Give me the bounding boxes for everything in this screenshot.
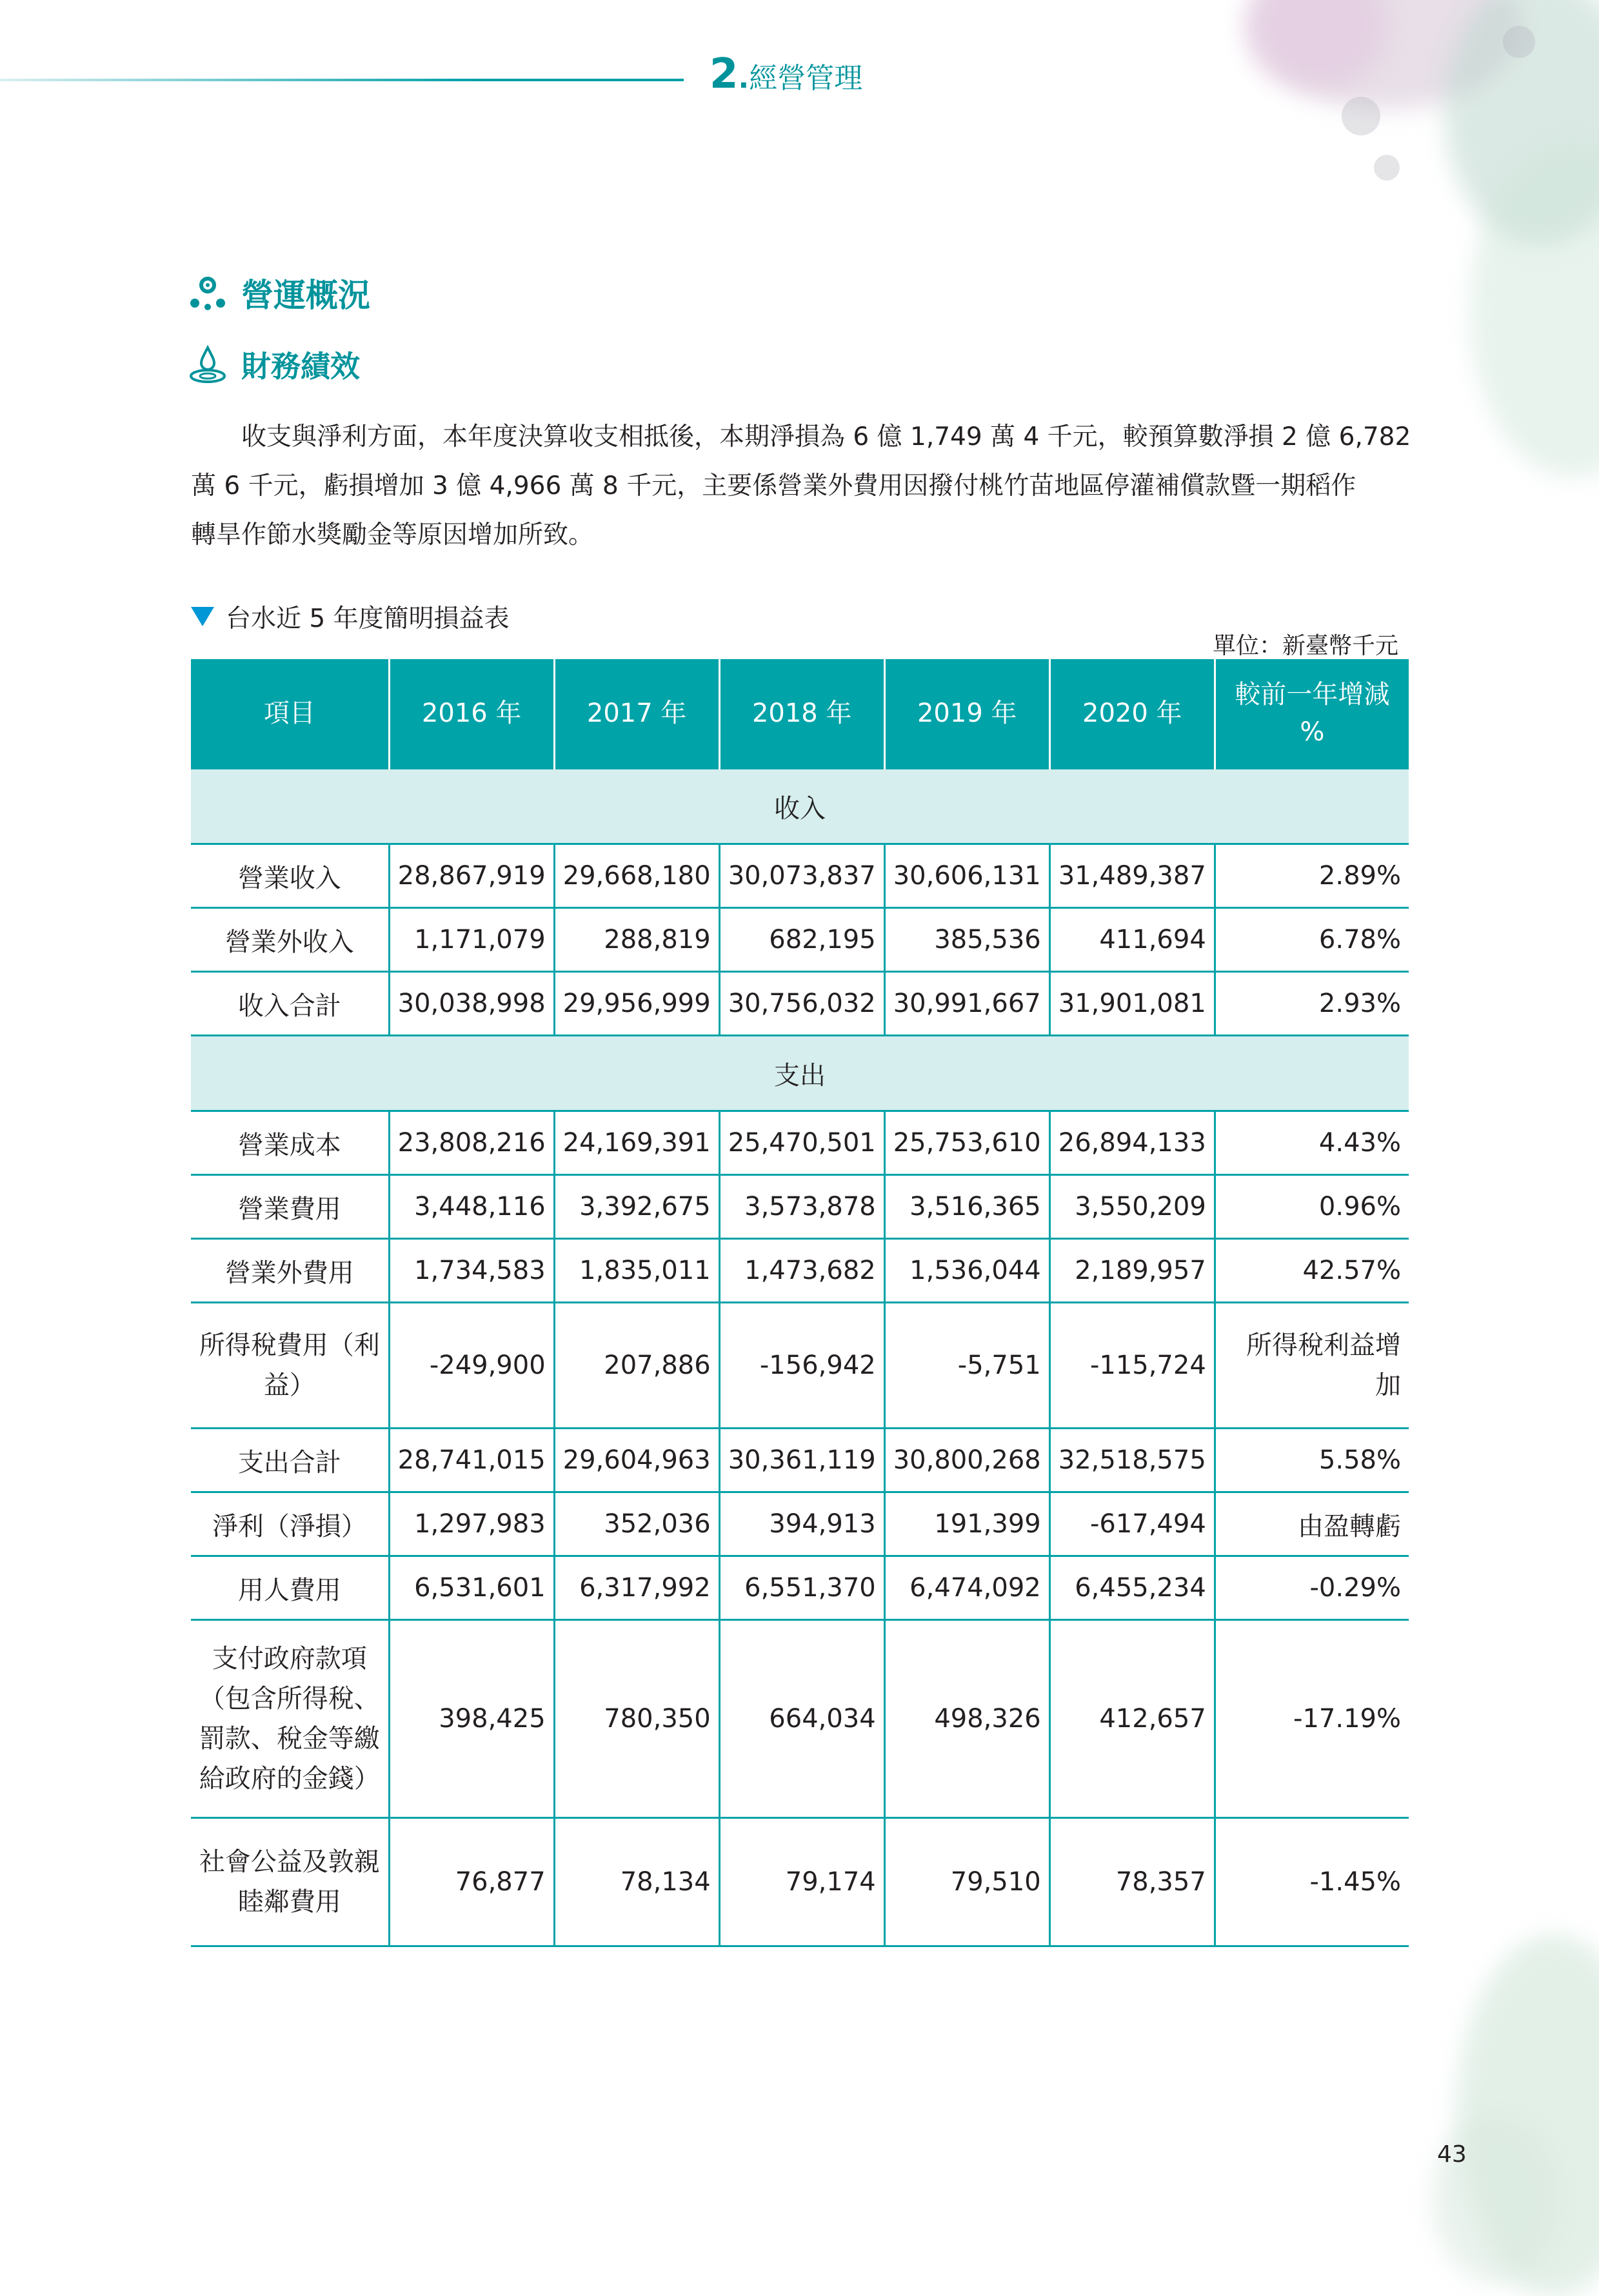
cell: 6,474,092 bbox=[884, 1556, 1049, 1620]
cell: 30,800,268 bbox=[884, 1429, 1049, 1492]
cell: 385,536 bbox=[884, 908, 1049, 972]
cell: 26,894,133 bbox=[1049, 1111, 1215, 1175]
cell: 664,034 bbox=[719, 1620, 884, 1818]
cell: 398,425 bbox=[389, 1620, 554, 1818]
cell: 3,516,365 bbox=[884, 1175, 1049, 1239]
table-caption bbox=[191, 599, 510, 635]
cell: 所得稅利益增加 bbox=[1215, 1303, 1409, 1429]
cell: 2,189,957 bbox=[1049, 1239, 1215, 1303]
row-label: 用人費用 bbox=[191, 1556, 389, 1620]
cell: 1,734,583 bbox=[389, 1239, 554, 1303]
cell: 207,886 bbox=[554, 1303, 719, 1429]
chapter-heading bbox=[710, 50, 862, 102]
cell: 31,489,387 bbox=[1049, 844, 1215, 908]
table-row bbox=[191, 1111, 1409, 1175]
cell: 78,357 bbox=[1049, 1818, 1215, 1946]
row-label: 營業收入 bbox=[191, 844, 389, 908]
cell: 288,819 bbox=[554, 908, 719, 972]
cell: 411,694 bbox=[1049, 908, 1215, 972]
column-header: 2019 年 bbox=[884, 659, 1049, 769]
cell: 25,753,610 bbox=[884, 1111, 1049, 1175]
cell: 28,867,919 bbox=[389, 844, 554, 908]
cell: 6,551,370 bbox=[719, 1556, 884, 1620]
chapter-number: 2 bbox=[710, 50, 739, 98]
cell: 25,470,501 bbox=[719, 1111, 884, 1175]
cell: 191,399 bbox=[884, 1492, 1049, 1556]
cell: 394,913 bbox=[719, 1492, 884, 1556]
table-row bbox=[191, 1556, 1409, 1620]
row-label: 營業成本 bbox=[191, 1111, 389, 1175]
column-header: 2018 年 bbox=[719, 659, 884, 769]
table-row bbox=[191, 1492, 1409, 1556]
cell: -249,900 bbox=[389, 1303, 554, 1429]
triangle-down-icon bbox=[191, 607, 214, 626]
section-heading bbox=[188, 270, 370, 316]
cell: -17.19% bbox=[1215, 1620, 1409, 1818]
table-row bbox=[191, 1620, 1409, 1818]
cell: 2.93% bbox=[1215, 972, 1409, 1036]
cell: -617,494 bbox=[1049, 1492, 1215, 1556]
column-header: 項目 bbox=[191, 659, 389, 769]
cell: 30,756,032 bbox=[719, 972, 884, 1036]
watercolor-dot bbox=[1342, 97, 1380, 135]
row-label: 收入合計 bbox=[191, 972, 389, 1036]
table-title: 台水近 5 年度簡明損益表 bbox=[226, 604, 510, 633]
cell: 30,991,667 bbox=[884, 972, 1049, 1036]
cell: 1,297,983 bbox=[389, 1492, 554, 1556]
section-row bbox=[191, 769, 1409, 844]
paragraph-line: 轉旱作節水獎勵金等原因增加所致。 bbox=[191, 520, 594, 549]
cell: 352,036 bbox=[554, 1492, 719, 1556]
watercolor-dot bbox=[1374, 155, 1400, 181]
subsection-title: 財務績效 bbox=[241, 349, 360, 384]
table-row bbox=[191, 1818, 1409, 1946]
row-label: 淨利（淨損） bbox=[191, 1492, 389, 1556]
section-title: 營運概況 bbox=[241, 277, 370, 314]
section-label: 支出 bbox=[191, 1036, 1409, 1111]
row-label: 支付政府款項（包含所得稅、罰款、稅金等繳給政府的金錢） bbox=[191, 1620, 389, 1818]
paragraph-line: 收支與淨利方面，本年度決算收支相抵後，本期淨損為 6 億 1,749 萬 4 千元，較預算數淨損 2 億 6,782 bbox=[191, 422, 1411, 451]
column-header: 2016 年 bbox=[389, 659, 554, 769]
table-row bbox=[191, 1175, 1409, 1239]
chapter-name: 經營管理 bbox=[749, 62, 863, 95]
column-header: 2017 年 bbox=[554, 659, 719, 769]
people-network-icon bbox=[188, 273, 227, 312]
table-row bbox=[191, 1303, 1409, 1429]
subsection-heading bbox=[188, 343, 360, 386]
cell: -156,942 bbox=[719, 1303, 884, 1429]
cell: 4.43% bbox=[1215, 1111, 1409, 1175]
cell: 76,877 bbox=[389, 1818, 554, 1946]
column-header: 2020 年 bbox=[1049, 659, 1215, 769]
cell: 29,668,180 bbox=[554, 844, 719, 908]
table-unit: 單位：新臺幣千元 bbox=[1213, 633, 1399, 659]
cell: 31,901,081 bbox=[1049, 972, 1215, 1036]
cell: 1,473,682 bbox=[719, 1239, 884, 1303]
section-label: 收入 bbox=[191, 769, 1409, 844]
table-row bbox=[191, 1429, 1409, 1492]
table-row bbox=[191, 908, 1409, 972]
cell: 3,448,116 bbox=[389, 1175, 554, 1239]
row-label: 營業費用 bbox=[191, 1175, 389, 1239]
cell: 由盈轉虧 bbox=[1215, 1492, 1409, 1556]
cell: 498,326 bbox=[884, 1620, 1049, 1818]
cell: 780,350 bbox=[554, 1620, 719, 1818]
row-label: 所得稅費用（利益） bbox=[191, 1303, 389, 1429]
column-header: 較前一年增減 % bbox=[1215, 659, 1409, 769]
cell: 5.58% bbox=[1215, 1429, 1409, 1492]
cell: 2.89% bbox=[1215, 844, 1409, 908]
cell: 1,171,079 bbox=[389, 908, 554, 972]
cell: 6.78% bbox=[1215, 908, 1409, 972]
cell: 29,956,999 bbox=[554, 972, 719, 1036]
cell: 23,808,216 bbox=[389, 1111, 554, 1175]
table-row bbox=[191, 972, 1409, 1036]
cell: 1,536,044 bbox=[884, 1239, 1049, 1303]
cell: 24,169,391 bbox=[554, 1111, 719, 1175]
income-statement-table bbox=[191, 659, 1409, 1947]
cell: 79,510 bbox=[884, 1818, 1049, 1946]
cell: -5,751 bbox=[884, 1303, 1049, 1429]
watercolor-decoration bbox=[1431, 2115, 1560, 2283]
cell: 30,073,837 bbox=[719, 844, 884, 908]
table-header-row bbox=[191, 659, 1409, 769]
cell: 30,038,998 bbox=[389, 972, 554, 1036]
cell: -115,724 bbox=[1049, 1303, 1215, 1429]
cell: -0.29% bbox=[1215, 1556, 1409, 1620]
table-row bbox=[191, 1239, 1409, 1303]
cell: 6,317,992 bbox=[554, 1556, 719, 1620]
row-label: 營業外收入 bbox=[191, 908, 389, 972]
section-row bbox=[191, 1036, 1409, 1111]
cell: 3,550,209 bbox=[1049, 1175, 1215, 1239]
header-rule bbox=[0, 79, 684, 81]
cell: 78,134 bbox=[554, 1818, 719, 1946]
body-paragraph bbox=[191, 413, 1409, 560]
cell: 682,195 bbox=[719, 908, 884, 972]
cell: 30,361,119 bbox=[719, 1429, 884, 1492]
cell: 3,392,675 bbox=[554, 1175, 719, 1239]
cell: 29,604,963 bbox=[554, 1429, 719, 1492]
cell: -1.45% bbox=[1215, 1818, 1409, 1946]
cell: 6,531,601 bbox=[389, 1556, 554, 1620]
cell: 28,741,015 bbox=[389, 1429, 554, 1492]
cell: 0.96% bbox=[1215, 1175, 1409, 1239]
cell: 6,455,234 bbox=[1049, 1556, 1215, 1620]
paragraph-line: 萬 6 千元，虧損增加 3 億 4,966 萬 8 千元，主要係營業外費用因撥付桃竹苗地區停灌補償款暨一期稻作 bbox=[191, 471, 1356, 500]
cell: 30,606,131 bbox=[884, 844, 1049, 908]
page-number: 43 bbox=[1437, 2141, 1467, 2168]
cell: 79,174 bbox=[719, 1818, 884, 1946]
cell: 412,657 bbox=[1049, 1620, 1215, 1818]
row-label: 營業外費用 bbox=[191, 1239, 389, 1303]
cell: 1,835,011 bbox=[554, 1239, 719, 1303]
row-label: 社會公益及敦親睦鄰費用 bbox=[191, 1818, 389, 1946]
table-row bbox=[191, 844, 1409, 908]
chapter-separator: . bbox=[738, 62, 750, 95]
row-label: 支出合計 bbox=[191, 1429, 389, 1492]
cell: 32,518,575 bbox=[1049, 1429, 1215, 1492]
cell: 42.57% bbox=[1215, 1239, 1409, 1303]
cell: 3,573,878 bbox=[719, 1175, 884, 1239]
water-drop-icon bbox=[188, 345, 227, 384]
watercolor-dot bbox=[1503, 26, 1535, 58]
